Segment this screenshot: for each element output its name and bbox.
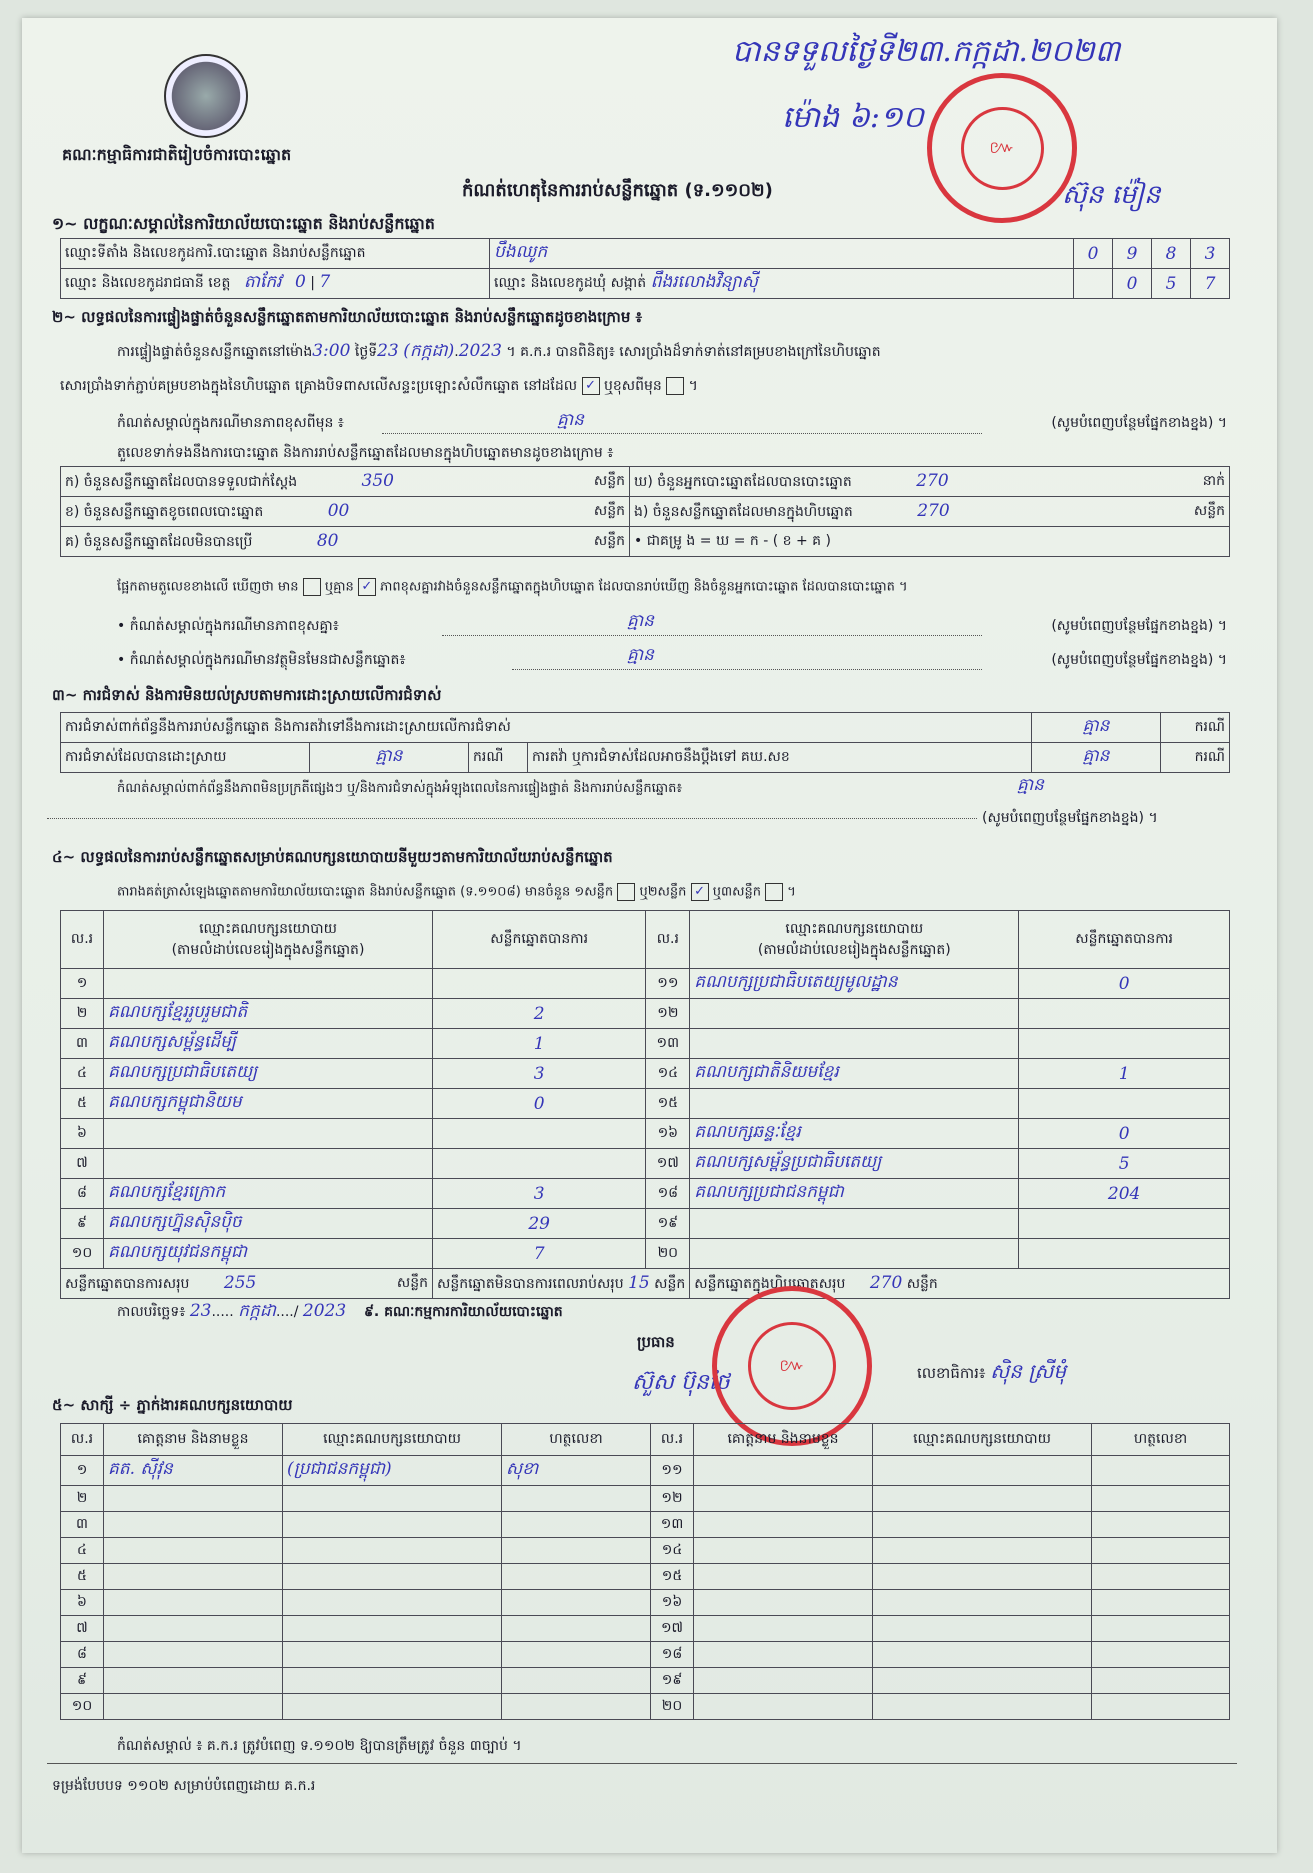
party-name: គណបក្សជាតិនិយមខ្មែរ (690, 1059, 1019, 1089)
table-row (61, 1616, 1230, 1642)
row-number: ៨ (61, 1642, 104, 1668)
vote-count (1019, 1209, 1230, 1239)
row-number: ១៦ (646, 1119, 690, 1149)
witness-signature (502, 1538, 651, 1564)
vote-count (433, 1119, 646, 1149)
row-number: ៨ (61, 1179, 104, 1209)
witness-name (694, 1668, 873, 1694)
section2-para2: សោរប្រាំងទាក់ភ្ជាប់គម្របខាងក្នុងនៃហិបឆ្នោត គ្រោងបិទពាសលើសន្ទះប្រឡោះសំលឹកឆ្នោត នៅដដែល ✓ ឬខុសពីមុន ។ (60, 378, 698, 394)
emblem-logo (164, 54, 248, 138)
table-row (61, 1239, 1230, 1269)
witness-party (873, 1512, 1092, 1538)
has-diff-checkbox[interactable] (303, 578, 321, 596)
witness-party (873, 1538, 1092, 1564)
witness-signature (502, 1564, 651, 1590)
witness-party (873, 1486, 1092, 1512)
row-number: ១ (61, 969, 104, 999)
chair-signature: ស៊ួស ប៊ុនថៃ (632, 1370, 730, 1395)
document-sheet (22, 18, 1277, 1853)
party-name: គណបក្សប្រជាធិបតេយ្យ (104, 1059, 433, 1089)
vote-count: 1 (1019, 1059, 1230, 1089)
commune-digit: 5 (1152, 269, 1191, 299)
row-number: ១៩ (646, 1209, 690, 1239)
section4-title: ៤~ លទ្ធផលនៃការរាប់សន្លឹកឆ្នោតសម្រាប់គណបក្សនយោបាយនីមួយៗតាមការិយាល័យរាប់សន្លឹកឆ្នោត (52, 848, 613, 866)
witness-signature (1092, 1590, 1230, 1616)
form-footer: ទម្រង់បែបបទ ១១០២ សម្រាប់បំពេញដោយ គ.ក.រ (52, 1778, 316, 1794)
witness-name (104, 1590, 283, 1616)
row-number: ៥ (61, 1564, 104, 1590)
row-number: ១៦ (651, 1590, 694, 1616)
note3: • កំណត់សម្គាល់ក្នុងករណីមានវត្ថុមិនមែនជាសន្លឹកឆ្នោត៖ គ្មាន (សូមបំពេញបន្ថែមផ្នែកខាងខ្នង) ។ (117, 645, 1227, 668)
party-name (104, 1119, 433, 1149)
section1-title: ១~ លក្ខណៈសម្គាល់នៃការិយាល័យបោះឆ្នោត និងរាប់សន្លឹកឆ្នោត (52, 214, 435, 233)
row-number: ៧ (61, 1616, 104, 1642)
witness-party (873, 1694, 1092, 1720)
top-seal: ៚ (927, 73, 1077, 223)
party-name: គណបក្សយុវជនកម្ពុជា (104, 1239, 433, 1269)
commune-digit: 0 (1113, 269, 1152, 299)
witness-name (104, 1694, 283, 1720)
witness-name (694, 1486, 873, 1512)
table-row (61, 1149, 1230, 1179)
table-row (61, 1486, 1230, 1512)
office-label: ឈ្មោះទីតាំង និងលេខកូដការិ.បោះឆ្នោត និងរាប់សន្លឹកឆ្នោត (61, 239, 490, 269)
row-number: ១៤ (646, 1059, 690, 1089)
row-number: ៩ (61, 1209, 104, 1239)
row-number: ១៨ (646, 1179, 690, 1209)
witness-party (873, 1616, 1092, 1642)
vote-count (433, 1149, 646, 1179)
objection-table: ការជំទាស់ពាក់ព័ន្ធនឹងការរាប់សន្លឹកឆ្នោត និងការតវ៉ាទៅនឹងការដោះស្រាយលើការជំទាស់ គ្មាន ករណី ការជំទាស់ដែលបានដោះស្រាយ គ្មាន ករណី ការតវ៉ា ឬការជំទាស់ដែលអាចនឹងប្ដឹងទៅ គឃ.សខ គ្មាន ករណី (60, 712, 1230, 773)
party-name: គណបក្សប្រជាធិបតេយ្យមូលដ្ឋាន (690, 969, 1019, 999)
witness-name (104, 1564, 283, 1590)
row-number: ១៣ (651, 1512, 694, 1538)
witness-signature (502, 1616, 651, 1642)
witness-name (694, 1538, 873, 1564)
table-row (61, 1089, 1230, 1119)
vote-count: 0 (1019, 969, 1230, 999)
table-row (61, 1694, 1230, 1720)
row-number: ៤ (61, 1059, 104, 1089)
witness-name (694, 1564, 873, 1590)
party-name: គណបក្សកម្ពុជានិយម (104, 1089, 433, 1119)
results-table: ល.រ ឈ្មោះគណបក្សនយោបាយ (តាមលំដាប់លេខរៀងក្នុងសន្លឹកឆ្នោត) សន្លឹកឆ្នោតបានការ ល.រ ឈ្មោះគណបក្សនយោបាយ (តាមលំដាប់លេខរៀងក្នុងសន្លឹកឆ្នោត) សន្លឹកឆ្នោតបានការ ១ ១១ គណបក្សប្រជាធិបតេយ្យមូលដ្ឋាន 0 ២ គណបក្សខ្មែររួបរួមជាតិ 2 ១២ ៣ គណបក្សសម្ព័ន្ធដើម្បី 1 ១៣ ៤ គណបក្សប្រជាធិបតេយ្យ 3 ១៤ គណបក្សជាតិនិយមខ្មែរ 1 ៥ គណបក្សកម្ពុជានិយម 0 ១៥ ៦ ១៦ គណបក្សឆន្ទៈខ្មែរ 0 ៧ ១៧ គណបក្សសម្ព័ន្ធប្រជាធិបតេយ្យ 5 ៨ គណបក្សខ្មែរក្រោក 3 ១៨ គណបក្សប្រជាជនកម្ពុជា 204 ៩ គណបក្សហ្វ៊ុនស៊ិនប៉ិច 29 ១៩ ១០ គណបក្សយុវជនកម្ពុជា 7 ២០ សន្លឹកឆ្នោតបានការសរុប 255 សន្លឹក សន្លឹកឆ្នោតមិនបានការពេលរាប់សរុប 15 សន្លឹក សន្លឹកឆ្នោតក្នុងហិបឆ្នោតសរុប 270 សន្លឹក (60, 910, 1230, 1299)
row-number: ១៨ (651, 1642, 694, 1668)
party-name (690, 1029, 1019, 1059)
row-number: ១ (61, 1456, 104, 1486)
vote-count: 3 (433, 1179, 646, 1209)
witness-party (283, 1564, 502, 1590)
row-number: ១៥ (651, 1564, 694, 1590)
table-row (61, 1590, 1230, 1616)
witness-party: (ប្រជាជនកម្ពុជា) (283, 1456, 502, 1486)
witness-signature (502, 1512, 651, 1538)
row-number: ២០ (651, 1694, 694, 1720)
section3-title: ៣~ ការជំទាស់ និងការមិនយល់ស្របតាមការដោះស្រាយលើការជំទាស់ (52, 686, 442, 704)
table-row (61, 1059, 1230, 1089)
two-sheet-checkbox[interactable]: ✓ (691, 883, 709, 901)
table-row (61, 1179, 1230, 1209)
witness-name (694, 1456, 873, 1486)
witness-table: ល.រ គោត្តនាម និងនាមខ្លួន ឈ្មោះគណបក្សនយោបាយ ហត្ថលេខា ល.រ គោត្តនាម និងនាមខ្លួន ឈ្មោះគណបក្សនយោបាយ ហត្ថលេខា ១ គត. ស៊ីវុន (ប្រជាជនកម្ពុជា) សុខា ១១ ២ ១២ ៣ ១៣ ៤ ១៤ ៥ ១៥ ៦ ១៦ ៧ ១៧ ៨ ១៨ ៩ ១៩ ១០ ២០ (60, 1423, 1230, 1720)
row-number: ៥ (61, 1089, 104, 1119)
witness-name (694, 1642, 873, 1668)
vote-count: 204 (1019, 1179, 1230, 1209)
office-digit: 9 (1113, 239, 1152, 269)
witness-name (104, 1642, 283, 1668)
vote-count (1019, 1029, 1230, 1059)
row-number: ២ (61, 1486, 104, 1512)
row-number: ១៣ (646, 1029, 690, 1059)
party-name: គណបក្សឆន្ទៈខ្មែរ (690, 1119, 1019, 1149)
same-checkbox[interactable]: ✓ (582, 377, 600, 395)
witness-party (873, 1642, 1092, 1668)
vote-count: 3 (433, 1059, 646, 1089)
row-number: ៦ (61, 1590, 104, 1616)
witness-signature (1092, 1486, 1230, 1512)
date-line: កាលបរិច្ឆេទ៖ 23..... កក្កដា..../ 2023 ៩. គណៈកម្មការការិយាល័យបោះឆ្នោត (117, 1301, 563, 1321)
chair-label: ប្រធាន (637, 1333, 675, 1351)
vote-count (1019, 999, 1230, 1029)
row-number: ៤ (61, 1538, 104, 1564)
witness-signature (502, 1694, 651, 1720)
vote-count: 5 (1019, 1149, 1230, 1179)
witness-party (283, 1486, 502, 1512)
province-label: ឈ្មោះ និងលេខកូដរាជធានី ខេត្ត តាកែវ 0 | 7 (61, 269, 490, 299)
row-number: ១៤ (651, 1538, 694, 1564)
section4-intro: តារាងគត់ត្រាសំឡេងឆ្នោតតាមការិយាល័យបោះឆ្នោត និងរាប់សន្លឹកឆ្នោត (ទ.១១០៨) មានចំនួន ១សន្លឹក ឬ២សន្លឹក ✓ ឬ៣សន្លឹក ។ (117, 884, 796, 900)
diff-checkbox[interactable] (666, 377, 684, 395)
section2-intro: តួលេខទាក់ទងនឹងការបោះឆ្នោត និងការរាប់សន្លឹកឆ្នោតដែលមានក្នុងហិបឆ្នោតមានដូចខាងក្រោម ៖ (117, 445, 614, 461)
party-name (104, 969, 433, 999)
row-number: ៣ (61, 1029, 104, 1059)
row-number: ១០ (61, 1694, 104, 1720)
witness-party (283, 1590, 502, 1616)
vote-count: 0 (1019, 1119, 1230, 1149)
office-digit: 3 (1191, 239, 1230, 269)
party-name: គណបក្សខ្មែរក្រោក (104, 1179, 433, 1209)
committee-name: គណៈកម្មាធិការជាតិរៀបចំការបោះឆ្នោត (62, 145, 292, 164)
row-number: ២ (61, 999, 104, 1029)
office-digit: 8 (1152, 239, 1191, 269)
tally-table: ក) ចំនួនសន្លឹកឆ្នោតដែលបានទទួលជាក់ស្តែង 350 សន្លឹក ឃ) ចំនួនអ្នកបោះឆ្នោតដែលបានបោះឆ្នោត 270 នាក់ ខ) ចំនួនសន្លឹកឆ្នោតខូចពេលបោះឆ្នោត 00 សន្លឹក ង) ចំនួនសន្លឹកឆ្នោតដែលមានក្នុងហិបឆ្នោត 270 សន្លឹក គ) ចំនួនសន្លឹកឆ្នោតដែលមិនបានប្រើ 80 សន្លឹក • ជាគម្រូ ង = ឃ = ក - ( ខ + គ ) (60, 466, 1230, 557)
witness-name (694, 1512, 873, 1538)
row-number: ១២ (651, 1486, 694, 1512)
witness-name (104, 1512, 283, 1538)
table-row (61, 1668, 1230, 1694)
section5-title: ៥~ សាក្សី ÷ ភ្នាក់ងារគណបក្សនយោបាយ (52, 1396, 293, 1414)
table-row (61, 1564, 1230, 1590)
witness-signature (502, 1590, 651, 1616)
witness-party (283, 1694, 502, 1720)
witness-signature (1092, 1694, 1230, 1720)
witness-name (104, 1668, 283, 1694)
vote-count: 0 (433, 1089, 646, 1119)
vote-count (1019, 1089, 1230, 1119)
row-number: ៧ (61, 1149, 104, 1179)
vote-count: 1 (433, 1029, 646, 1059)
note1: កំណត់សម្គាល់ក្នុងករណីមានភាពខុសពីមុន ៖ គ្មាន (សូមបំពេញបន្ថែមផ្នែកខាងខ្នង) ។ (117, 410, 1227, 431)
witness-name (694, 1694, 873, 1720)
witness-signature (1092, 1456, 1230, 1486)
witness-name (694, 1616, 873, 1642)
party-name (690, 999, 1019, 1029)
received-note: បានទទួលថ្ងៃទី២៣.កក្កដា.២០២៣ (732, 34, 1121, 69)
witness-party (873, 1456, 1092, 1486)
table-row (61, 999, 1230, 1029)
row-number: ១១ (646, 969, 690, 999)
commune-cell: ឈ្មោះ និងលេខកូដឃុំ សង្កាត់ ពឹងរលោងវិន្យាស៊ី (490, 269, 1074, 299)
witness-signature: សុខា (502, 1456, 651, 1486)
three-sheet-checkbox[interactable] (765, 883, 783, 901)
row-number: ១៩ (651, 1668, 694, 1694)
row-number: ៣ (61, 1512, 104, 1538)
witness-signature (1092, 1616, 1230, 1642)
table-row (61, 1119, 1230, 1149)
row-number: ១០ (61, 1239, 104, 1269)
receiver-name: ស៊ុន ម៉ៀន (1062, 180, 1161, 210)
party-name (104, 1149, 433, 1179)
office-digit: 0 (1074, 239, 1113, 269)
witness-party (283, 1512, 502, 1538)
witness-signature (1092, 1642, 1230, 1668)
table-row (61, 1209, 1230, 1239)
witness-party (873, 1668, 1092, 1694)
party-name: គណបក្សហ្វ៊ុនស៊ិនប៉ិច (104, 1209, 433, 1239)
table-row (61, 1456, 1230, 1486)
section3-note-suffix: (សូមបំពេញបន្ថែមផ្នែកខាងខ្នង) ។ (982, 810, 1158, 826)
vote-count (1019, 1239, 1230, 1269)
witness-name (104, 1538, 283, 1564)
received-time: ម៉ោង ៦:១០ (782, 100, 924, 135)
party-name: គណបក្សប្រជាជនកម្ពុជា (690, 1179, 1019, 1209)
witness-signature (1092, 1564, 1230, 1590)
vote-count (433, 969, 646, 999)
witness-signature (1092, 1668, 1230, 1694)
vote-count: 2 (433, 999, 646, 1029)
committee-seal: ៚ (712, 1286, 872, 1446)
witness-name (694, 1590, 873, 1616)
party-name: គណបក្សសម្ព័ន្ធប្រជាធិបតេយ្យ (690, 1149, 1019, 1179)
compare-line: ផ្អែកតាមតួលេខខាងលើ ឃើញថា មាន ឬគ្មាន ✓ ភាពខុសគ្នារវាងចំនួនសន្លឹកឆ្នោតក្នុងហិបឆ្នោត ដែលបានរាប់ឃើញ និងចំនួនអ្នកបោះឆ្នោត ដែលបានបោះឆ្នោត ។ (117, 579, 908, 595)
row-number: ១២ (646, 999, 690, 1029)
party-name (690, 1239, 1019, 1269)
party-name: គណបក្សសម្ព័ន្ធដើម្បី (104, 1029, 433, 1059)
witness-signature (502, 1668, 651, 1694)
party-name (690, 1089, 1019, 1119)
row-number: ១៧ (646, 1149, 690, 1179)
section5-note: កំណត់សម្គាល់ ៖ គ.ក.រ ត្រូវបំពេញ ទ.១១០២ ឱ្យបានត្រឹមត្រូវ ចំនួន ៣ច្បាប់ ។ (117, 1738, 522, 1754)
table-row (61, 969, 1230, 999)
witness-signature (1092, 1512, 1230, 1538)
office-value: បឹងឈូក (490, 239, 1074, 269)
note2: • កំណត់សម្គាល់ក្នុងករណីមានភាពខុសគ្នា៖ គ្មាន (សូមបំពេញបន្ថែមផ្នែកខាងខ្នង) ។ (117, 611, 1227, 634)
row-number: ៩ (61, 1668, 104, 1694)
party-name: គណបក្សខ្មែររួបរួមជាតិ (104, 999, 433, 1029)
one-sheet-checkbox[interactable] (617, 883, 635, 901)
witness-party (283, 1668, 502, 1694)
vote-count: 7 (433, 1239, 646, 1269)
witness-party (283, 1642, 502, 1668)
witness-signature (502, 1642, 651, 1668)
table-row (61, 1029, 1230, 1059)
table-row (61, 1642, 1230, 1668)
no-diff-checkbox[interactable]: ✓ (358, 578, 376, 596)
row-number: ៦ (61, 1119, 104, 1149)
row-number: ១៥ (646, 1089, 690, 1119)
row-number: ១១ (651, 1456, 694, 1486)
section1-table (60, 238, 1230, 299)
witness-name (104, 1486, 283, 1512)
witness-signature (1092, 1538, 1230, 1564)
commune-digit: 7 (1191, 269, 1230, 299)
table-row (61, 1538, 1230, 1564)
section2-para1: ការផ្ទៀងផ្ទាត់ចំនួនសន្លឹកឆ្នោតនៅម៉ោង3:00 ថ្ងៃទី23 (កក្កដា).2023 ។ គ.ក.រ បានពិនិត្យ៖ សោរប្រាំងដ៏ទាក់ទាត់នៅគម្របខាងក្រៅនៃហិបឆ្នោត (117, 341, 881, 361)
row-number: ១៧ (651, 1616, 694, 1642)
witness-signature (502, 1486, 651, 1512)
party-name (690, 1209, 1019, 1239)
secretary: លេខាធិការ៖ ស៊ិន ស្រីមុំ (917, 1359, 1067, 1383)
vote-count: 29 (433, 1209, 646, 1239)
witness-name: គត. ស៊ីវុន (104, 1456, 283, 1486)
section3-note: កំណត់សម្គាល់ពាក់ព័ន្ធនឹងភាពមិនប្រក្រតីផ្សេងៗ ឬ/និងការជំទាស់ក្នុងអំឡុងពេលនៃការផ្ទៀងផ្ទាត់ និងការរាប់សន្លឹកឆ្នោត៖ គ្មាន (117, 775, 1044, 796)
row-number: ២០ (646, 1239, 690, 1269)
witness-name (104, 1616, 283, 1642)
witness-party (873, 1590, 1092, 1616)
form-title: កំណត់ហេតុនៃការរាប់សន្លឹកឆ្នោត (ទ.១១០២) (462, 180, 773, 201)
section2-title: ២~ លទ្ធផលនៃការផ្ទៀងផ្ទាត់ចំនួនសន្លឹកឆ្នោតតាមការិយាល័យបោះឆ្នោត និងរាប់សន្លឹកឆ្នោតដូចខាងក្រោម ៖ (52, 308, 643, 326)
witness-party (873, 1564, 1092, 1590)
witness-party (283, 1538, 502, 1564)
witness-party (283, 1616, 502, 1642)
table-row (61, 1512, 1230, 1538)
